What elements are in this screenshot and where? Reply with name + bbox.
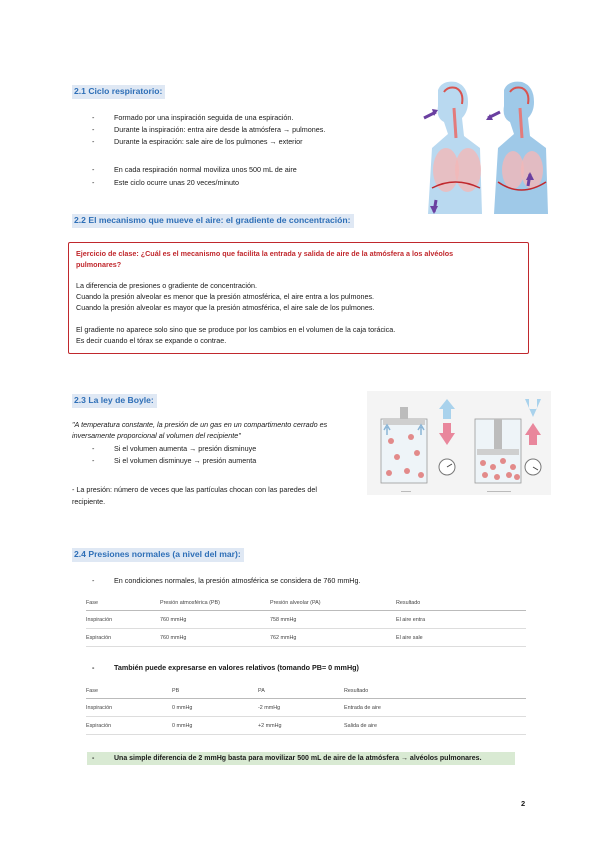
table-cell: 760 mmHg <box>160 611 270 629</box>
table-cell: Salida de aire <box>344 717 526 735</box>
section-title-mecanismo: 2.2 El mecanismo que mueve el aire: el gradiente de concentración: <box>72 214 354 228</box>
section-title-ciclo-respiratorio: 2.1 Ciclo respiratorio: <box>72 85 165 99</box>
table-cell: +2 mmHg <box>258 717 344 735</box>
answer-line: El gradiente no aparece solo sino que se produce por los cambios en el volumen de la caja torácica. <box>76 325 396 334</box>
page-number: 2 <box>521 799 526 808</box>
table-cell: -2 mmHg <box>258 699 344 717</box>
table-header: Presión alveolar (PA) <box>270 595 396 611</box>
answer-line: La diferencia de presiones o gradiente de concentración. <box>76 281 258 290</box>
table-header: Resultado <box>344 683 526 699</box>
table-cell: Espiración <box>86 629 160 647</box>
table-cell: El aire entra <box>396 611 526 629</box>
section-title-ley-boyle: 2.3 La ley de Boyle: <box>72 394 157 408</box>
table-header: PA <box>258 683 344 699</box>
pressure-table-absolute <box>86 595 526 647</box>
table-cell: 760 mmHg <box>160 629 270 647</box>
table-header: Fase <box>86 683 172 699</box>
table-cell: 758 mmHg <box>270 611 396 629</box>
pressure-note-cont: recipiente. <box>72 497 106 506</box>
table-cell: Inspiración <box>86 611 160 629</box>
table-header: PB <box>172 683 258 699</box>
table-cell: 0 mmHg <box>172 717 258 735</box>
table-row <box>86 611 526 629</box>
table-header: Presión atmosférica (PB) <box>160 595 270 611</box>
answer-line: Es decir cuando el tórax se expande o contrae. <box>76 336 227 345</box>
exercise-question: Ejercicio de clase: ¿Cuál es el mecanismo que facilita la entrada y salida de aire de la atmósfera a los alvéolos <box>76 249 454 258</box>
exercise-question-cont: pulmonares? <box>76 260 122 269</box>
boyle-quote: "A temperatura constante, la presión de un gas en un compartimento cerrado es <box>72 420 328 429</box>
table-row <box>86 699 526 717</box>
table-cell: Entrada de aire <box>344 699 526 717</box>
table-header: Resultado <box>396 595 526 611</box>
table-header-row <box>86 683 526 699</box>
table-row <box>86 629 526 647</box>
table-header-row <box>86 595 526 611</box>
table-header: Fase <box>86 595 160 611</box>
answer-line: Cuando la presión alveolar es mayor que la presión atmosférica, el aire sale de los pulmones. <box>76 303 375 312</box>
exercise-box <box>68 242 529 354</box>
pressure-table-relative <box>86 683 526 735</box>
pressure-note: - La presión: número de veces que las partículas chocan con las paredes del <box>72 485 317 494</box>
table-cell: Espiración <box>86 717 172 735</box>
boyle-law-illustration <box>367 391 551 495</box>
table-row <box>86 717 526 735</box>
section-title-presiones: 2.4 Presiones normales (a nivel del mar): <box>72 548 244 562</box>
table-cell: 0 mmHg <box>172 699 258 717</box>
table-cell: Inspiración <box>86 699 172 717</box>
answer-line: Cuando la presión alveolar es menor que la presión atmosférica, el aire entra a los pulmones. <box>76 292 375 301</box>
table-cell: El aire sale <box>396 629 526 647</box>
table-cell: 762 mmHg <box>270 629 396 647</box>
boyle-quote-cont: inversamente proporcional al volumen del recipiente" <box>72 431 241 440</box>
breathing-illustration <box>418 78 556 214</box>
